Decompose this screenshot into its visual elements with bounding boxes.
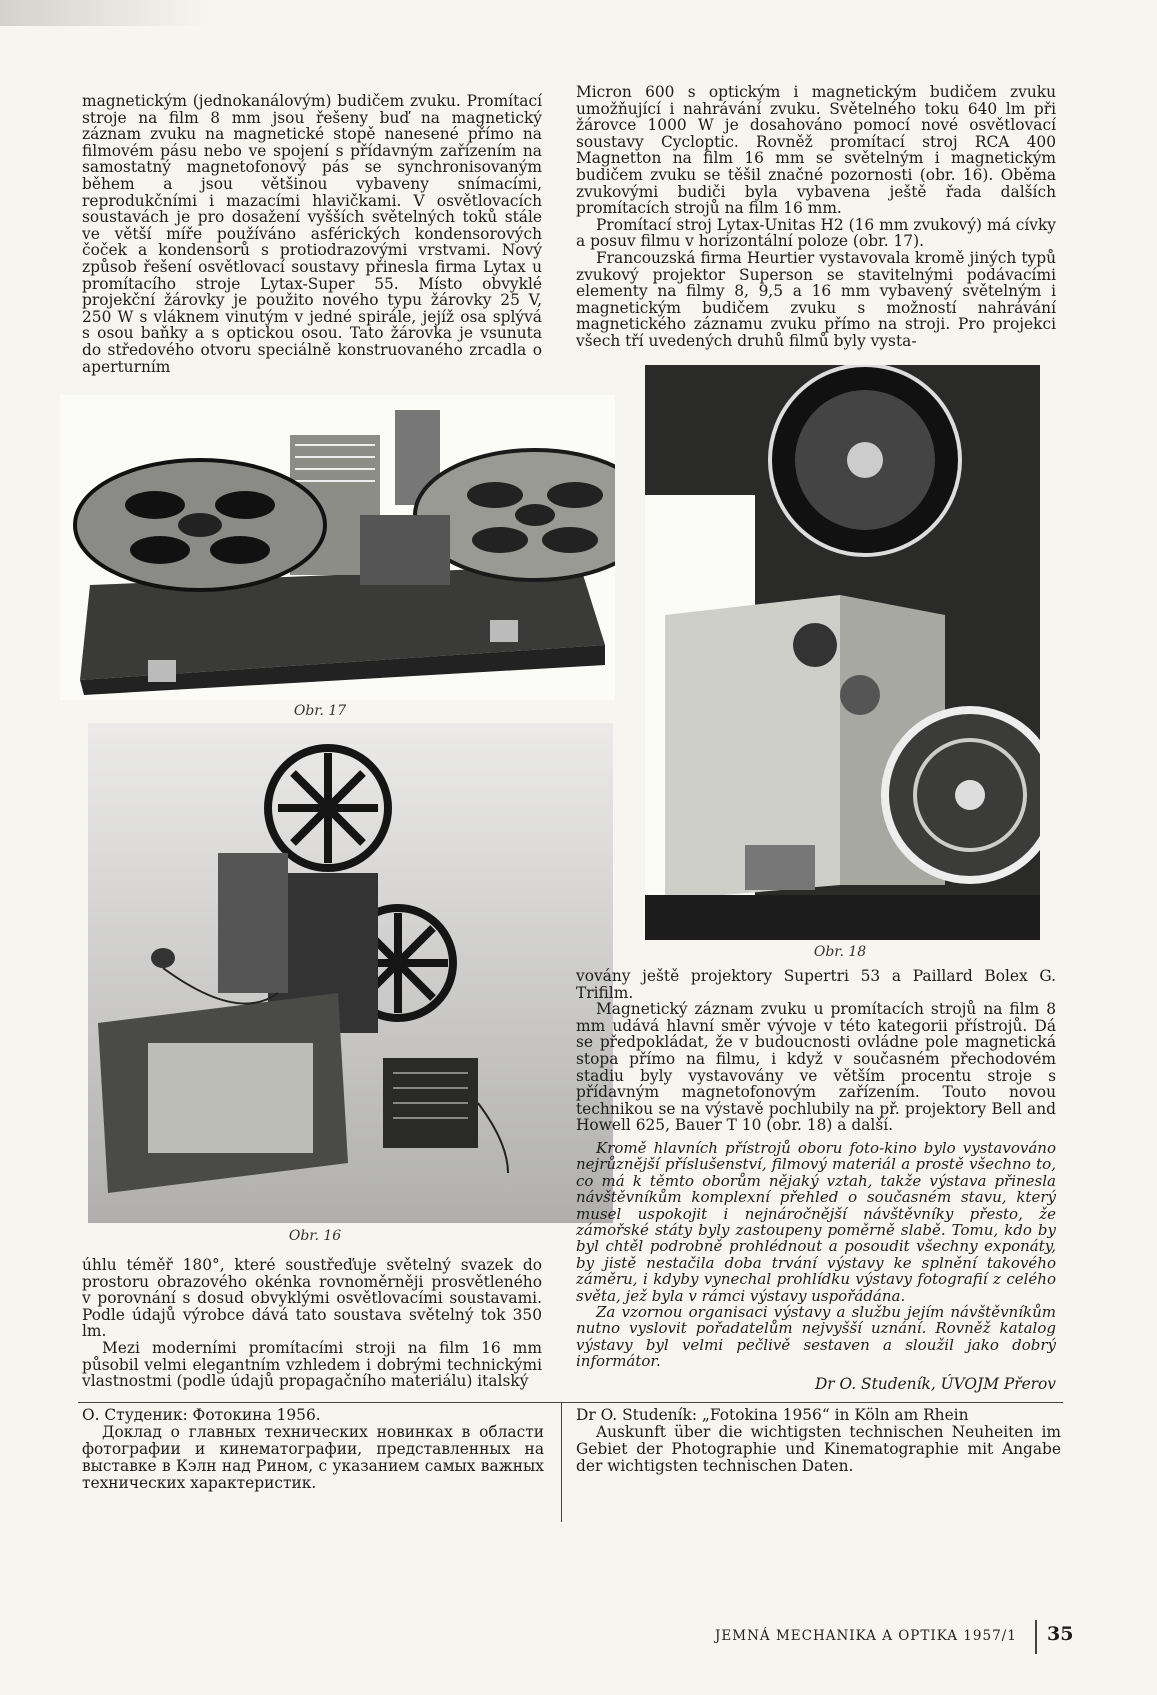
paragraph: Za vzornou organisaci výstavy a službu jejím návštěvníkům nutno vyslovit pořadatelům nejvyšší uznání. Rovněž katalog výstavy byl velmi pečlivě sestaven a sloužil jako dobrý informátor. (576, 1303, 1056, 1371)
figure-16-caption: Obr. 16 (288, 1228, 342, 1244)
abstract-body: Доклад о главных технических новинках в области фотографии и кинематографии, представленных на выставке в Кэлн над Рином, с указанием самых важных технических характеристик. (82, 1423, 544, 1492)
abstract-body: Auskunft über die wichtigsten technischen Neuheiten im Gebiet der Photographie und Kinematographie mit Angabe der wichtigsten technischen Daten. (576, 1423, 1061, 1475)
column-1-top-text (82, 93, 542, 375)
paragraph: Francouzská firma Heurtier vystavovala kromě jiných typů zvukový projektor Superson se stavitelnými podávacími elementy na filmy 8, 9,5 a 16 mm vybavený světelným i magnetickým budičem zvuku s možností nahrávání magnetického záznamu zvuku přímo na stroji. Pro projekci všech tří uvedených druhů filmů byly vysta- (576, 248, 1056, 350)
abstract-russian (82, 1407, 544, 1492)
column-1-bottom-text (82, 1257, 542, 1390)
abstract-german (576, 1407, 1061, 1475)
paragraph: Promítací stroj Lytax-Unitas H2 (16 mm zvukový) má cívky a posuv filmu v horizontální poloze (obr. 17). (576, 215, 1056, 251)
paragraph: vovány ještě projektory Supertri 53 a Paillard Bolex G. Trifilm. (576, 967, 1056, 1002)
column-2-top-text (576, 84, 1056, 350)
abstract-divider (78, 1402, 1063, 1403)
author-signature: Dr O. Studeník, ÚVOJM Přerov (814, 1374, 1056, 1393)
abstract-title: О. Студеник: Фотокина 1956. (82, 1406, 321, 1424)
figure-18-caption: Obr. 18 (813, 944, 867, 960)
footer-separator (1035, 1620, 1037, 1654)
journal-footer: JEMNÁ MECHANIKA A OPTIKA 1957/1 (715, 1628, 1017, 1644)
abstract-column-divider (561, 1402, 562, 1522)
projector-with-case-illustration (88, 723, 613, 1223)
figure-18-photo (645, 365, 1040, 940)
paragraph: magnetickým (jednokanálovým) budičem zvuku. Promítací stroje na film 8 mm jsou řešeny buď na magnetický záznam zvuku na magnetické stopě nanesené přímo na filmovém pásu nebo ve spojení s přídavným zařízením na samostatný magnetofonový pás se synchronisovaným během a jsou většinou vybaveny snímacími, reprodukčními i mazacími hlavičkami. V osvětlovacích soustavách je pro dosažení vyšších světelných toků stále ve větší míře používáno asférických kondensorových čoček a kondensorů s protiodrazovými vrstvami. Nový způsob řešení osvětlovací soustavy přinesla firma Lytax u promítacího stroje Lytax-Super 55. Místo obvyklé projekční žárovky je použito nového typu žárovky 25 V, 250 W s vláknem vinutým v jedné spirále, jejíž osa splývá s osou baňky a s optickou osou. Tato žárovka je vsunuta do středového otvoru speciálně konstruovaného zrcadla o aperturním (82, 92, 542, 376)
column-2-middle-text (576, 968, 1056, 1392)
projector-reels-illustration (60, 395, 615, 700)
paragraph: Kromě hlavních přístrojů oboru foto-kino bylo vystavováno nejrůznější příslušenství, filmový materiál a prostě všechno to, co má k těmto oborům nějaký vztah, takže výstava přinesla návštěvníkům komplexní přehled o současném stavu, který musel uspokojit i nejnáročnější návštěvníky přesto, že zámořské státy byly zastoupeny poměrně slabě. Tomu, kdo by byl chtěl podrobně prohlédnout a posoudit všechny exponáty, by jistě nestačila doba trvání výstavy ke splnění takového záměru, i kdyby vynechal prohlídku výstavy fotografií z celého světa, jež byla v rámci výstavy uspořádána. (576, 1138, 1056, 1305)
paragraph: Magnetický záznam zvuku u promítacích strojů na film 8 mm udává hlavní směr vývoje v této kategorii přístrojů. Dá se předpokládat, že v budoucnosti ovládne pole magnetická stopa přímo na filmu, i když v současném přechodovém stadiu byly vystavovány ve větším procentu stroje s přídavným magnetofonovým zařízením. Touto novou technikou se na výstavě pochlubily na př. projektory Bell and Howell 625, Bauer T 10 (obr. 18) a další. (576, 1000, 1056, 1135)
abstract-title: Dr O. Studeník: „Fotokina 1956“ in Köln am Rhein (576, 1406, 969, 1424)
page-number: 35 (1047, 1623, 1074, 1645)
figure-17-photo (60, 395, 615, 700)
figure-16-photo (88, 723, 613, 1223)
projector-upright-illustration (645, 365, 1040, 940)
closing-remarks (576, 1140, 1056, 1370)
paragraph: Mezi moderními promítacími stroji na film 16 mm působil velmi elegantním vzhledem i dobrými technickými vlastnostmi (podle údajů propagačního materiálu) italský (82, 1338, 542, 1391)
paragraph: Micron 600 s optickým i magnetickým budičem zvuku umožňující i nahrávání zvuku. Světelného toku 640 lm při žárovce 1000 W je dosahováno pomocí nové osvětlovací soustavy Cycloptic. Rovněž promítací stroj RCA 400 Magnetton na film 16 mm se světelným i magnetickým budičem zvuku se těšil značné pozornosti (obr. 16). Oběma zvukovými budiči byla vybavena ještě řada dalších promítacích strojů na film 16 mm. (576, 83, 1056, 218)
paragraph: úhlu téměř 180°, které soustřeďuje světelný svazek do prostoru obrazového okénka rovnoměrněji prosvětleného v porovnání s dosud obvyklými osvětlovacími soustavami. Podle údajů výrobce dává tato soustava světelný tok 350 lm. (82, 1256, 542, 1341)
scan-artifact (0, 0, 210, 26)
figure-17-caption: Obr. 17 (293, 703, 347, 719)
